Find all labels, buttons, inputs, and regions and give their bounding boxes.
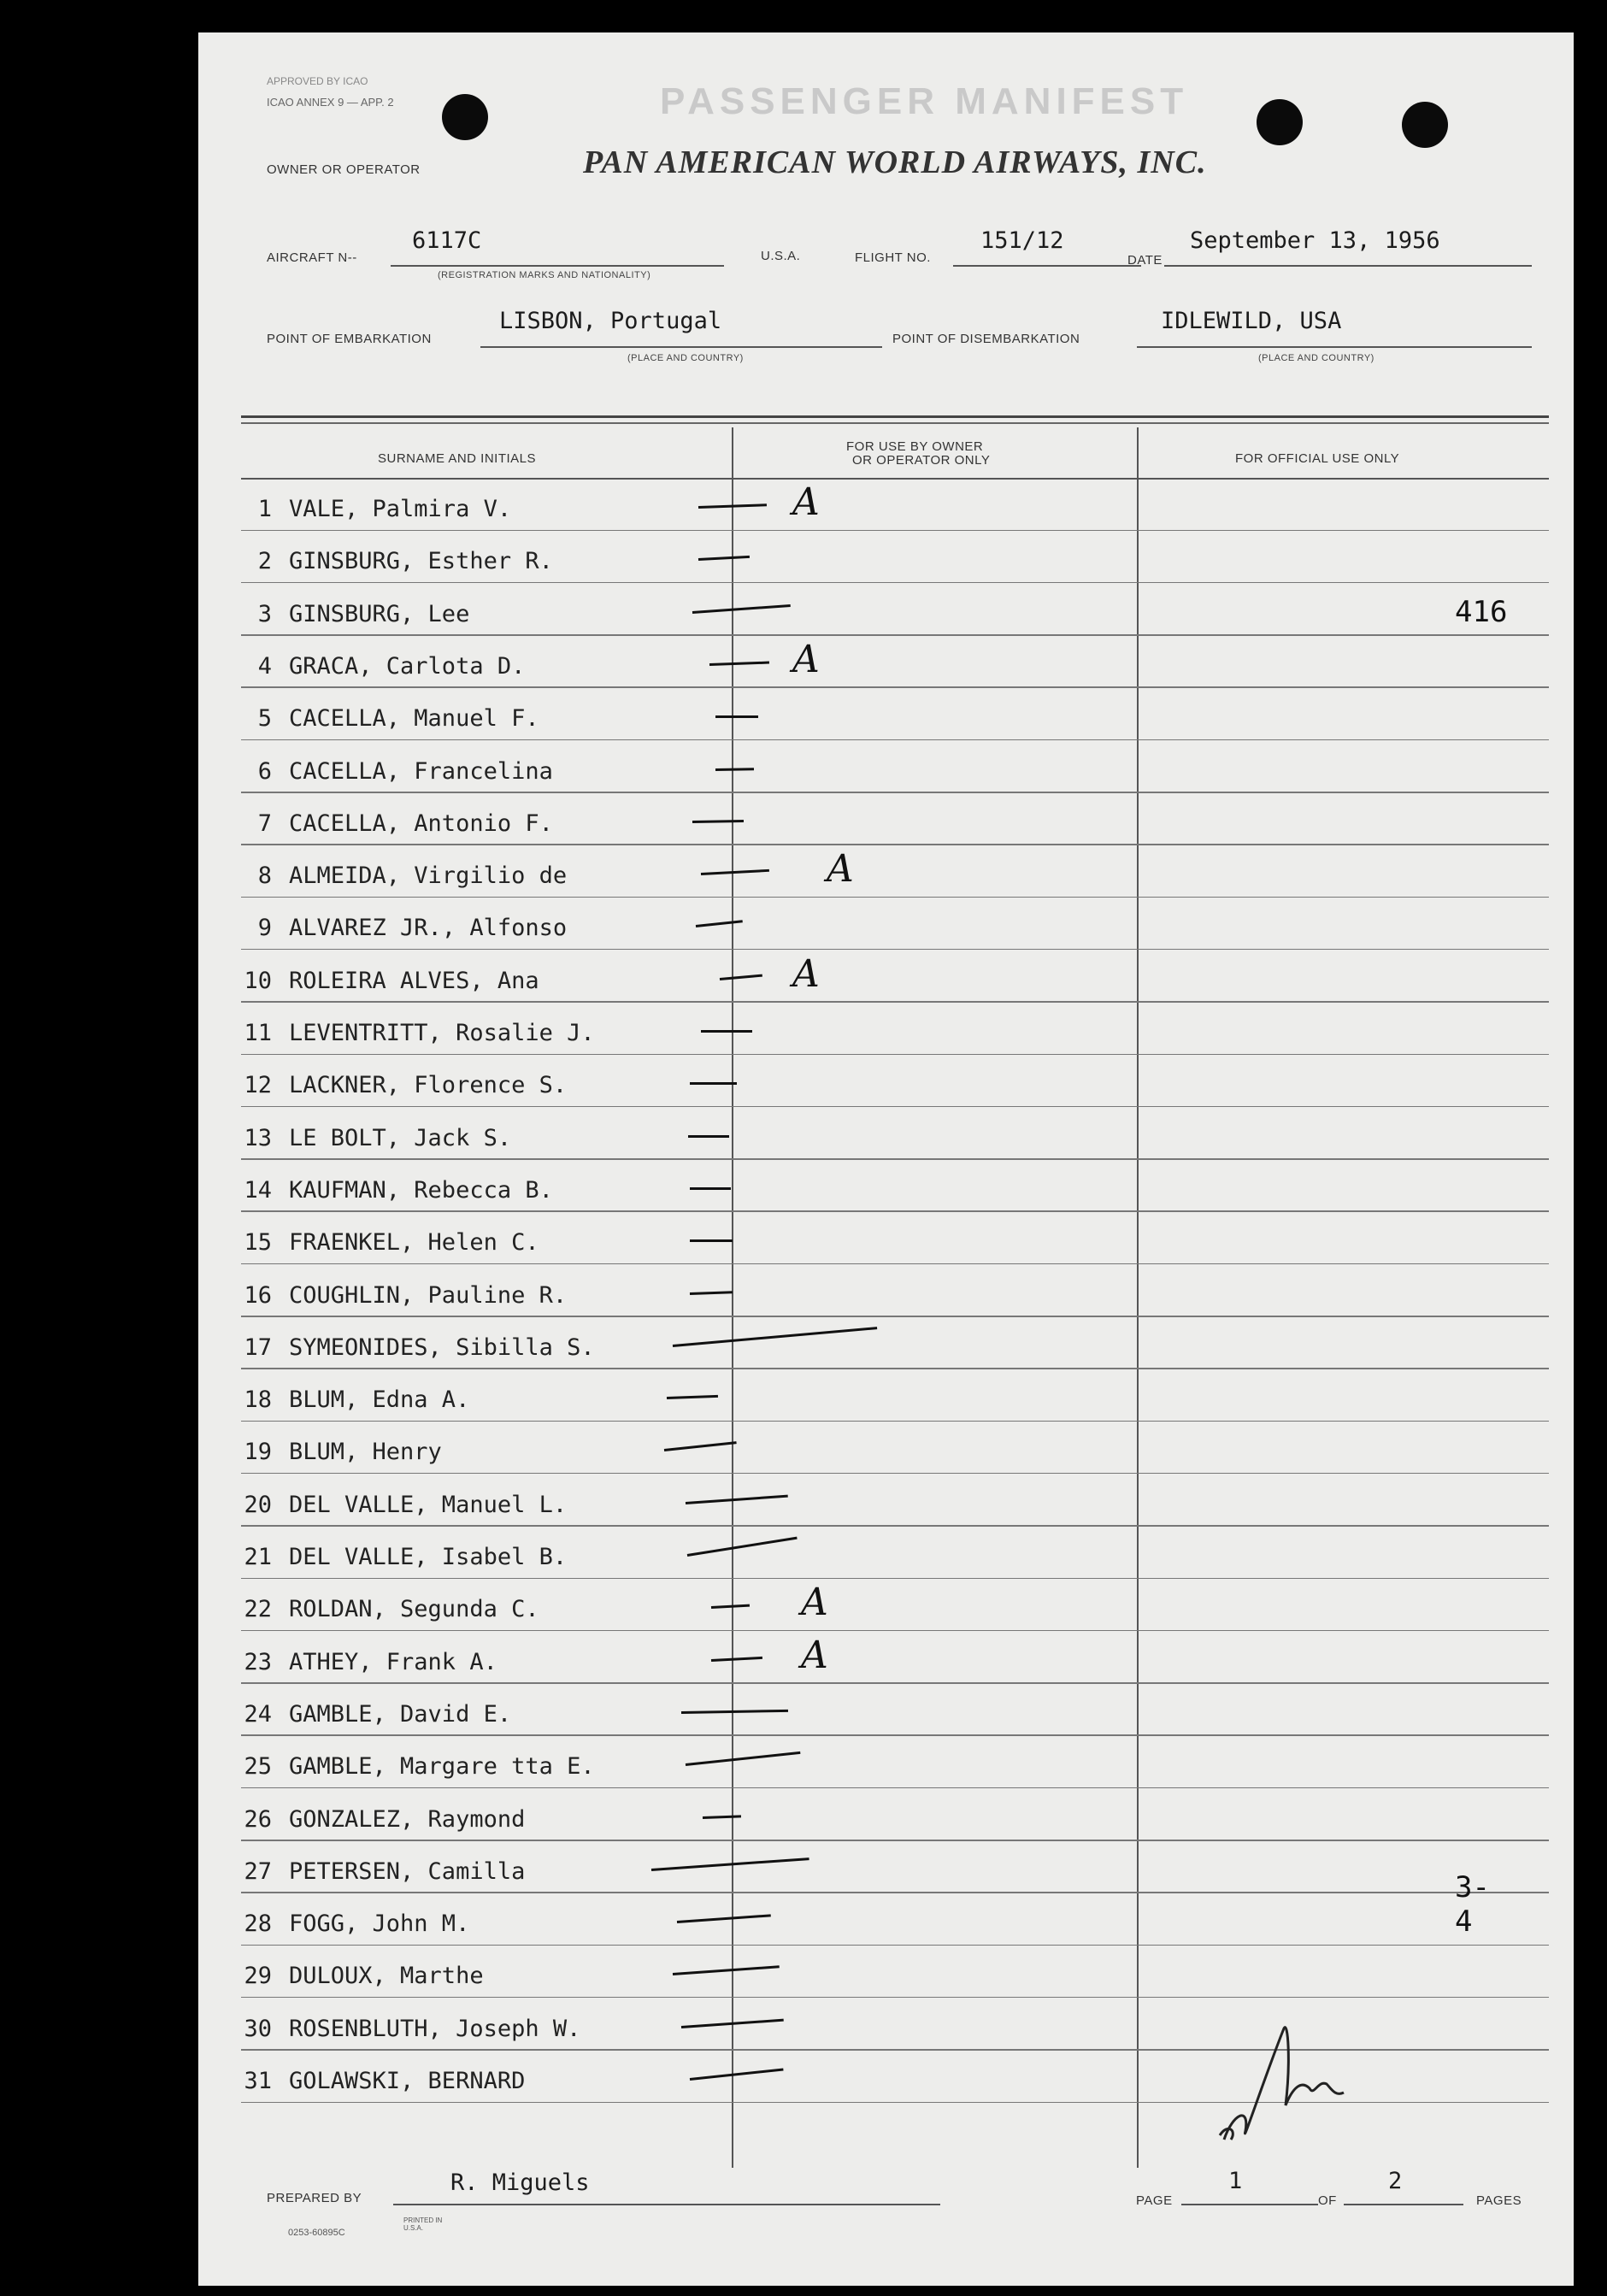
passenger-name: ROSENBLUTH, Joseph W. — [289, 2015, 581, 2042]
check-mark — [688, 1135, 729, 1138]
passenger-name: CACELLA, Antonio F. — [289, 809, 553, 837]
table-row — [198, 1579, 1506, 1631]
header-owner-line-1: FOR USE BY OWNER — [846, 439, 984, 454]
passenger-number: 26 — [244, 1805, 272, 1833]
check-mark — [711, 1656, 762, 1661]
aircraft-number: 6117C — [412, 227, 482, 254]
check-mark — [692, 820, 744, 823]
table-row — [198, 1108, 1506, 1160]
header-owner-line-2: OR OPERATOR ONLY — [852, 453, 991, 468]
punch-hole — [442, 94, 488, 140]
prepared-by: R. Miguels — [450, 2169, 590, 2196]
passenger-number: 23 — [244, 1648, 272, 1675]
passenger-number: 19 — [244, 1439, 272, 1466]
check-mark — [673, 1327, 877, 1347]
printer-mark: PRINTED IN U.S.A. — [403, 2217, 443, 2232]
passenger-number: 20 — [244, 1491, 272, 1518]
passenger-number: 14 — [244, 1176, 272, 1204]
table-row — [198, 1946, 1506, 1998]
table-row — [198, 1055, 1506, 1107]
of-label: OF — [1318, 2193, 1337, 2208]
check-mark — [690, 1291, 733, 1295]
passenger-number: 24 — [244, 1700, 272, 1728]
passenger-name: DEL VALLE, Manuel L. — [289, 1491, 568, 1518]
passenger-number: 29 — [244, 1963, 272, 1990]
passenger-number: 12 — [244, 1072, 272, 1099]
check-mark — [690, 1082, 737, 1085]
passenger-number: 16 — [244, 1281, 272, 1309]
passenger-name: VALE, Palmira V. — [289, 496, 512, 522]
passenger-name: GONZALEZ, Raymond — [289, 1805, 526, 1833]
table-row — [198, 793, 1506, 845]
total-pages: 2 — [1388, 2168, 1403, 2194]
passenger-name: BLUM, Edna A. — [289, 1386, 470, 1414]
table-row — [198, 741, 1506, 793]
embarkation-underline — [480, 346, 882, 348]
table-row — [198, 531, 1506, 583]
table-row — [198, 1317, 1506, 1369]
header-surname: SURNAME AND INITIALS — [378, 451, 537, 466]
check-mark — [677, 1914, 771, 1923]
passenger-name: DEL VALLE, Isabel B. — [289, 1544, 568, 1570]
passenger-name: SYMEONIDES, Sibilla S. — [289, 1333, 595, 1361]
passenger-number: 18 — [244, 1386, 272, 1414]
passenger-number: 3 — [257, 600, 272, 627]
check-mark — [703, 1815, 741, 1819]
passenger-number: 11 — [244, 1020, 272, 1046]
check-mark — [701, 869, 769, 875]
embarkation-label: POINT OF EMBARKATION — [267, 332, 432, 346]
check-mark — [664, 1442, 737, 1452]
airline-name: PAN AMERICAN WORLD AIRWAYS, INC. — [583, 144, 1207, 180]
owner-annotation: A — [827, 847, 854, 892]
passenger-number: 13 — [244, 1124, 272, 1151]
check-mark — [686, 1494, 788, 1504]
passenger-name: COUGHLIN, Pauline R. — [289, 1281, 568, 1309]
embarkation-sublabel: (PLACE AND COUNTRY) — [627, 353, 744, 363]
passenger-name: ROLEIRA ALVES, Ana — [289, 967, 539, 994]
check-mark — [698, 503, 767, 509]
passenger-name: BLUM, Henry — [289, 1439, 442, 1466]
passenger-number: 10 — [244, 967, 272, 994]
page-number: 1 — [1228, 2168, 1243, 2194]
check-mark — [701, 1030, 752, 1033]
disembarkation-label: POINT OF DISEMBARKATION — [892, 332, 1080, 346]
check-mark — [651, 1857, 809, 1871]
passenger-number: 25 — [244, 1753, 272, 1781]
approval-note: APPROVED BY ICAO — [267, 75, 368, 87]
date-label: DATE — [1127, 253, 1163, 268]
owner-label: OWNER OR OPERATOR — [267, 162, 421, 177]
table-row — [198, 951, 1506, 1003]
table-row — [198, 1369, 1506, 1422]
footer-code: 0253-60895C — [288, 2228, 345, 2238]
passenger-name: CACELLA, Manuel F. — [289, 705, 539, 733]
check-mark — [667, 1395, 718, 1399]
check-mark — [690, 2069, 784, 2081]
passenger-number: 15 — [244, 1229, 272, 1257]
prepared-underline — [393, 2204, 940, 2205]
passenger-name: GOLAWSKI, BERNARD — [289, 2068, 526, 2094]
passenger-name: ROLDAN, Segunda C. — [289, 1596, 539, 1623]
table-row — [198, 1003, 1506, 1055]
date-underline — [1164, 265, 1532, 267]
table-row — [198, 1475, 1506, 1527]
check-mark — [673, 1966, 780, 1976]
passenger-number: 4 — [257, 652, 272, 680]
usa-label: U.S.A. — [761, 249, 801, 263]
passenger-name: LEVENTRITT, Rosalie J. — [289, 1020, 595, 1046]
passenger-number: 9 — [257, 915, 272, 942]
owner-annotation: A — [792, 637, 820, 681]
table-row — [198, 1736, 1506, 1788]
flight-label: FLIGHT NO. — [855, 250, 931, 265]
table-row — [198, 636, 1506, 688]
official-signature — [1216, 2011, 1386, 2148]
page-label: PAGE — [1136, 2193, 1173, 2208]
table-row — [198, 1160, 1506, 1212]
table-row — [198, 479, 1506, 531]
table-top-rule-2 — [241, 422, 1549, 424]
passenger-name: KAUFMAN, Rebecca B. — [289, 1176, 553, 1204]
table-row — [198, 688, 1506, 740]
official-annotation: 416 — [1455, 594, 1508, 629]
passenger-name: DULOUX, Marthe — [289, 1963, 484, 1990]
table-row — [198, 584, 1506, 636]
table-row — [198, 1422, 1506, 1474]
aircraft-underline — [391, 265, 724, 267]
owner-annotation: A — [792, 480, 820, 524]
table-top-rule — [241, 415, 1549, 418]
check-mark — [690, 1187, 731, 1190]
pages-label: PAGES — [1476, 2193, 1522, 2208]
flight-underline — [953, 265, 1141, 267]
passenger-name: PETERSEN, Camilla — [289, 1857, 526, 1885]
passenger-number: 8 — [257, 862, 272, 890]
header-official: FOR OFFICIAL USE ONLY — [1235, 451, 1400, 466]
flight-number: 151/12 — [980, 227, 1064, 254]
passenger-number: 31 — [244, 2068, 272, 2094]
check-mark — [696, 921, 743, 928]
page-underline — [1181, 2204, 1318, 2205]
passenger-number: 27 — [244, 1857, 272, 1885]
form-reference: ICAO ANNEX 9 — APP. 2 — [267, 96, 394, 109]
passenger-name: CACELLA, Francelina — [289, 757, 553, 785]
check-mark — [711, 1604, 750, 1609]
table-row — [198, 1265, 1506, 1317]
check-mark — [709, 661, 769, 665]
check-mark — [715, 715, 758, 718]
passenger-name: ATHEY, Frank A. — [289, 1648, 497, 1675]
check-mark — [692, 604, 791, 614]
manifest-title: PASSENGER MANIFEST — [660, 80, 1189, 122]
owner-annotation: A — [801, 1581, 828, 1625]
table-row — [198, 1212, 1506, 1264]
embarkation-point: LISBON, Portugal — [499, 308, 722, 334]
passenger-name: GINSBURG, Esther R. — [289, 548, 553, 575]
table-row — [198, 1789, 1506, 1841]
passenger-number: 30 — [244, 2015, 272, 2042]
passenger-number: 7 — [257, 809, 272, 837]
passenger-name: FRAENKEL, Helen C. — [289, 1229, 539, 1257]
passenger-number: 28 — [244, 1910, 272, 1938]
check-mark — [681, 2018, 784, 2028]
table-row — [198, 1527, 1506, 1579]
check-mark — [686, 1751, 801, 1766]
owner-annotation: A — [792, 951, 820, 996]
table-row — [198, 845, 1506, 898]
passenger-name: FOGG, John M. — [289, 1910, 470, 1938]
passenger-name: GAMBLE, Margare tta E. — [289, 1753, 595, 1781]
of-underline — [1344, 2204, 1463, 2205]
disembarkation-sublabel: (PLACE AND COUNTRY) — [1258, 353, 1374, 363]
passenger-number: 6 — [257, 757, 272, 785]
passenger-name: LE BOLT, Jack S. — [289, 1124, 512, 1151]
table-row — [198, 898, 1506, 950]
passenger-name: ALVAREZ JR., Alfonso — [289, 915, 568, 942]
punch-hole — [1402, 102, 1448, 148]
check-mark — [715, 768, 754, 771]
disembarkation-point: IDLEWILD, USA — [1161, 308, 1342, 334]
table-row — [198, 1632, 1506, 1684]
check-mark — [681, 1710, 788, 1714]
passenger-number: 1 — [257, 496, 272, 522]
official-annotation: 3-4 — [1455, 1870, 1490, 1940]
passenger-number: 17 — [244, 1333, 272, 1361]
prepared-label: PREPARED BY — [267, 2191, 362, 2205]
passenger-number: 22 — [244, 1596, 272, 1623]
table-row — [198, 1684, 1506, 1736]
check-mark — [720, 974, 762, 980]
check-mark — [687, 1537, 798, 1557]
passenger-name: LACKNER, Florence S. — [289, 1072, 568, 1099]
check-mark — [690, 1239, 733, 1242]
passenger-name: GINSBURG, Lee — [289, 600, 470, 627]
passenger-name: GRACA, Carlota D. — [289, 652, 526, 680]
manifest-page — [198, 32, 1574, 2286]
aircraft-label: AIRCRAFT N-- — [267, 250, 357, 265]
passenger-number: 2 — [257, 548, 272, 575]
passenger-number: 21 — [244, 1544, 272, 1570]
flight-date: September 13, 1956 — [1190, 227, 1440, 254]
owner-annotation: A — [801, 1633, 828, 1677]
aircraft-sublabel: (REGISTRATION MARKS AND NATIONALITY) — [438, 270, 651, 280]
punch-hole — [1257, 99, 1303, 145]
table-row — [198, 1841, 1506, 1893]
passenger-name: ALMEIDA, Virgilio de — [289, 862, 568, 890]
passenger-number: 5 — [257, 705, 272, 733]
passenger-name: GAMBLE, David E. — [289, 1700, 512, 1728]
check-mark — [698, 556, 750, 561]
disembarkation-underline — [1137, 346, 1532, 348]
